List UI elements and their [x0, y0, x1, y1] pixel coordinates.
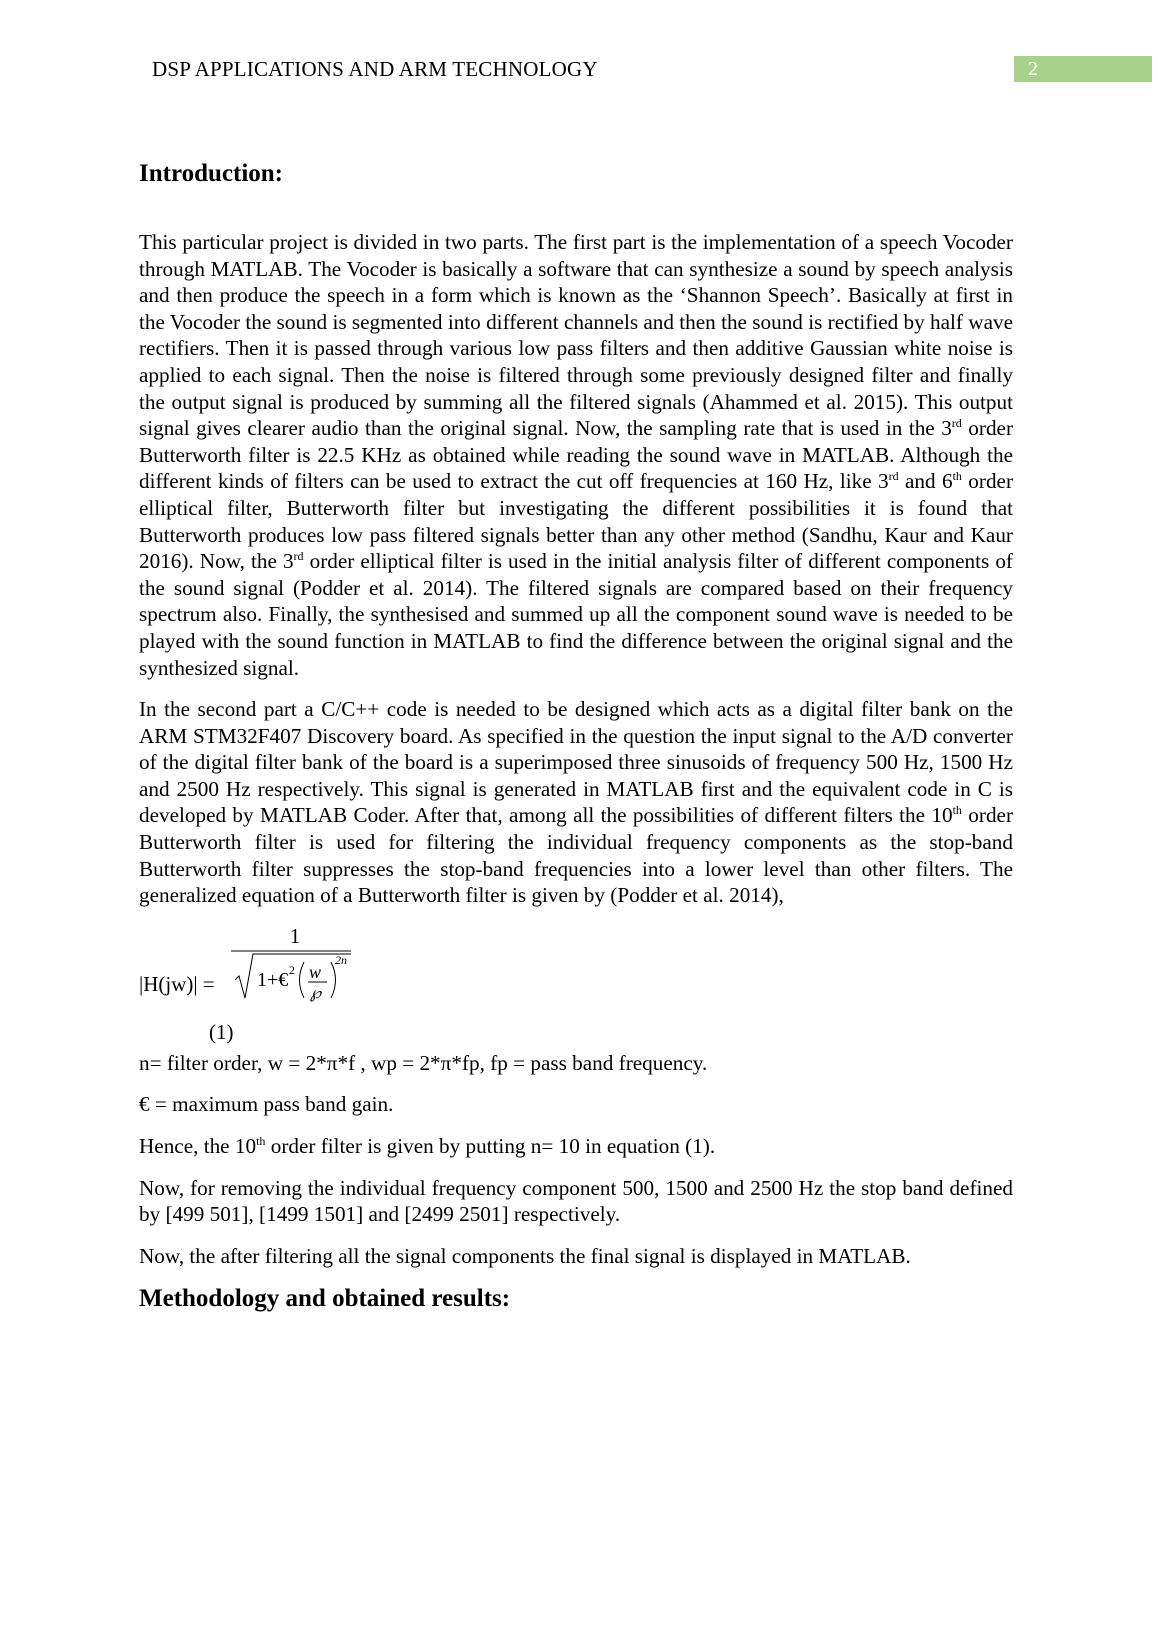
equation-lhs: |H(jw)| =	[139, 971, 215, 996]
equation-numerator: 1	[289, 923, 301, 948]
equation-w: w	[309, 961, 322, 982]
final-signal-paragraph: Now, the after filtering all the signal components the final signal is displayed in MATLAB.	[139, 1243, 911, 1268]
intro-paragraph-1: This particular project is divided in two parts. The first part is the implementation of a speech Vocoder through MATLAB. The Vocoder is basically a software that can synthesize a sound by speech analysis and then produce the speech in a form which is known as the ‘Shannon Speech’. Basically at first in the Vocoder the sound is segmented into different channels and then the sound is rectified by half wave rectifiers. Then it is passed through various low pass filters and then additive Gaussian white noise is applied to each signal. Then the noise is filtered through some previously designed filter and finally the output signal is produced by summing all the filtered signals (Ahammed et al. 2015). This output signal gives clearer audio than the original signal. Now, the sampling rate that is used in the 3rd order Butterworth filter is 22.5 KHz as obtained while reading the sound wave in MATLAB. Although the different kinds of filters can be used to extract the cut off frequencies at 160 Hz, like 3rd and 6th order elliptical filter, Butterworth filter but investigating the different possibilities it is found that Butterworth produces low pass filtered signals better than any other method (Sandhu, Kaur and Kaur 2016). Now, the 3rd order elliptical filter is used in the initial analysis filter of different components of the sound signal (Podder et al. 2014). The filtered signals are compared based on their frequency spectrum also. Finally, the synthesised and summed up all the component sound wave is needed to be played with the sound function in MATLAB to find the difference between the original signal and the synthesized signal.	[139, 230, 1014, 680]
butterworth-equation	[139, 924, 1013, 1044]
equation-fraction	[231, 924, 359, 1024]
methodology-heading: Methodology and obtained results:	[139, 1285, 511, 1313]
filter-order-note: Hence, the 10th order filter is given by putting n= 10 in equation (1).	[139, 1133, 716, 1159]
equation-eps-power: 2	[289, 962, 295, 977]
variable-definitions: n= filter order, w = 2*π*f , wp = 2*π*fp, fp = pass band frequency.	[139, 1050, 708, 1075]
equation-denominator	[231, 924, 359, 1024]
gain-definition: € = maximum pass band gain.	[139, 1092, 394, 1117]
document-body	[139, 160, 1013, 1313]
equation-power: 2n	[335, 952, 347, 967]
running-header: DSP APPLICATIONS AND ARM TECHNOLOGY	[152, 57, 598, 81]
stop-band-paragraph: Now, for removing the individual frequency component 500, 1500 and 2500 Hz the stop band defined by [499 501], [1499 1501] and [2499 2501] respectively.	[139, 1175, 1013, 1227]
equation-one-plus: 1+€	[257, 968, 289, 991]
equation-wp: ℘	[310, 984, 322, 1002]
equation-label: (1)	[209, 1019, 234, 1044]
page-number: 2	[1014, 56, 1152, 82]
introduction-heading: Introduction:	[139, 160, 284, 187]
intro-paragraph-2: In the second part a C/C++ code is needed to be designed which acts as a digital filter bank on the ARM STM32F407 Discovery board. As specified in the question the input signal to the A/D converter of the digital filter bank of the board is a superimposed three sinusoids of frequency 500 Hz, 1500 Hz and 2500 Hz respectively. This signal is generated in MATLAB first and the equivalent code in C is developed by MATLAB Coder. After that, among all the possibilities of different filters the 10th order Butterworth filter is used for filtering the individual frequency components as the stop-band Butterworth filter suppresses the stop-band frequencies into a lower level than other filters. The generalized equation of a Butterworth filter is given by (Podder et al. 2014),	[139, 697, 1014, 908]
